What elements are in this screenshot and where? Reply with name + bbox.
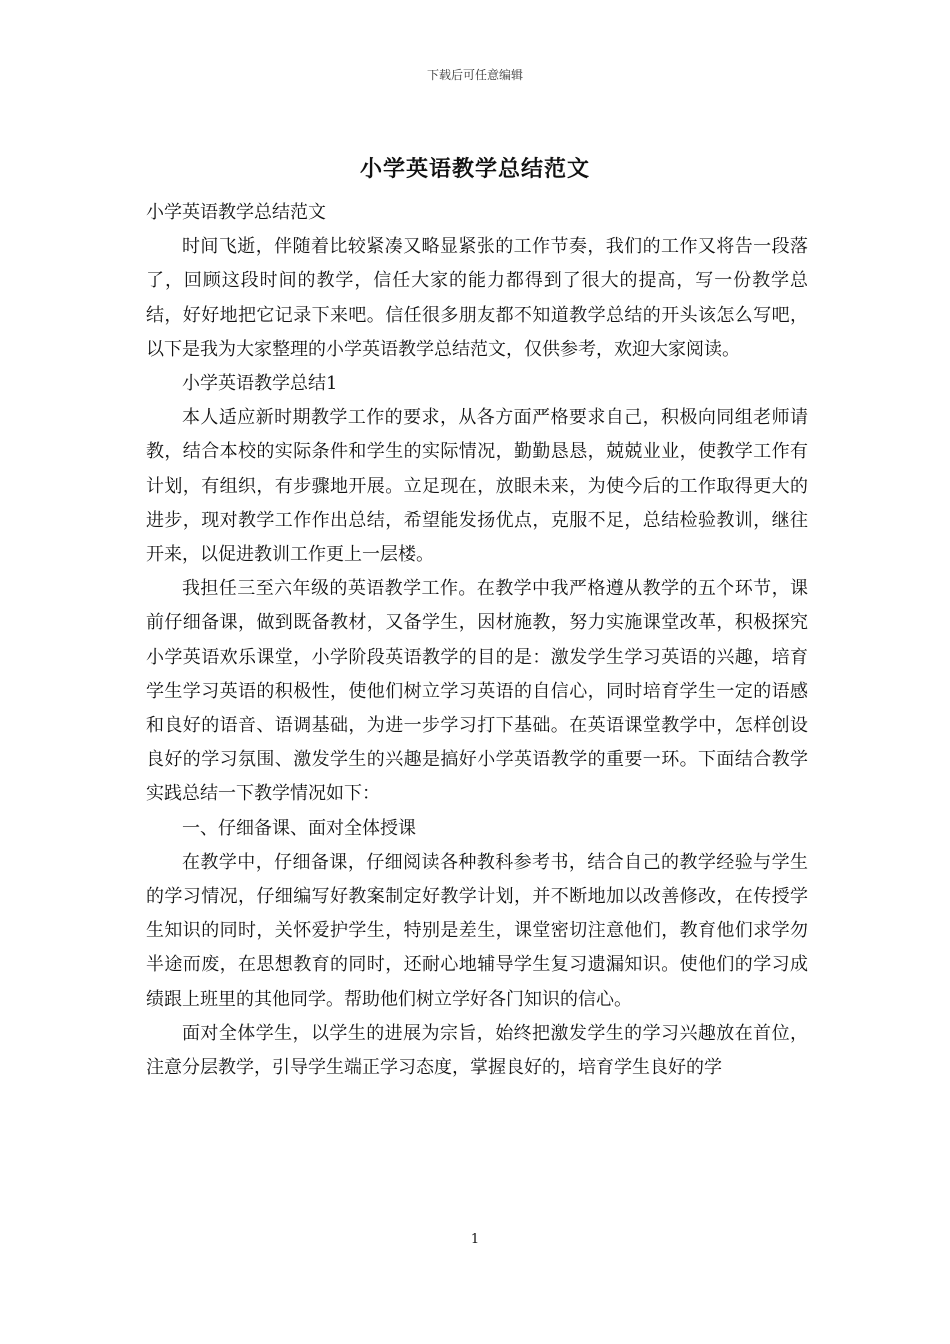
page-number: 1	[470, 1232, 480, 1247]
paragraph-intro: 时间飞逝，伴随着比较紧凑又略显紧张的工作节奏，我们的工作又将告一段落了，回顾这段时间的教学，信任大家的能力都得到了很大的提高，写一份教学总结，好好地把它记录下来吧。信任很多朋友都不知道教学总结的开头该怎么写吧，以下是我为大家整理的小学英语教学总结范文，仅供参考，欢迎大家阅读。	[146, 236, 808, 360]
section-heading-1: 小学英语教学总结1	[182, 373, 338, 395]
page-header: 下载后可任意编辑	[426, 68, 523, 82]
subsection-heading-1: 一、仔细备课、面对全体授课	[182, 817, 416, 839]
paragraph-summary-1: 本人适应新时期教学工作的要求，从各方面严格要求自己，积极向同组老师请教，结合本校的实际条件和学生的实际情况，勤勤恳恳，兢兢业业，使教学工作有计划，有组织，有步骤地开展。立足现在，放眼未来，为使今后的工作取得更大的进步，现对教学工作作出总结，希望能发扬优点，克服不足，总结检验教训，继往开来，以促进教训工作更上一层楼。	[146, 407, 808, 566]
paragraph-lesson-prep: 在教学中，仔细备课，仔细阅读各种教科参考书，结合自己的教学经验与学生的学习情况，仔细编写好教案制定好教学计划，并不断地加以改善修改，在传授学生知识的同时，关怀爱护学生，特别是差生，课堂密切注意他们，教育他们求学勿半途而废，在思想教育的同时，还耐心地辅导学生复习遗漏知识。使他们的学习成绩跟上班里的其他同学。帮助他们树立学好各门知识的信心。	[146, 851, 808, 1010]
document-subtitle: 小学英语教学总结范文	[146, 202, 326, 223]
paragraph-teaching-work: 我担任三至六年级的英语教学工作。在教学中我严格遵从教学的五个环节，课前仔细备课，做到既备教材，又备学生，因材施教，努力实施课堂改革，积极探究小学英语欢乐课堂，小学阶段英语教学的目的是：激发学生学习英语的兴趣，培育学生学习英语的积极性，使他们树立学习英语的自信心，同时培育学生一定的语感和良好的语音、语调基础，为进一步学习打下基础。在英语课堂教学中，怎样创设良好的学习氛围、激发学生的兴趣是搞好小学英语教学的重要一环。下面结合教学实践总结一下教学情况如下：	[146, 578, 808, 805]
document-title: 小学英语教学总结范文	[359, 156, 590, 182]
document-body	[146, 196, 808, 1085]
paragraph-all-students: 面对全体学生，以学生的进展为宗旨，始终把激发学生的学习兴趣放在首位，注意分层教学，引导学生端正学习态度，掌握良好的，培育学生良好的学	[146, 1022, 808, 1079]
